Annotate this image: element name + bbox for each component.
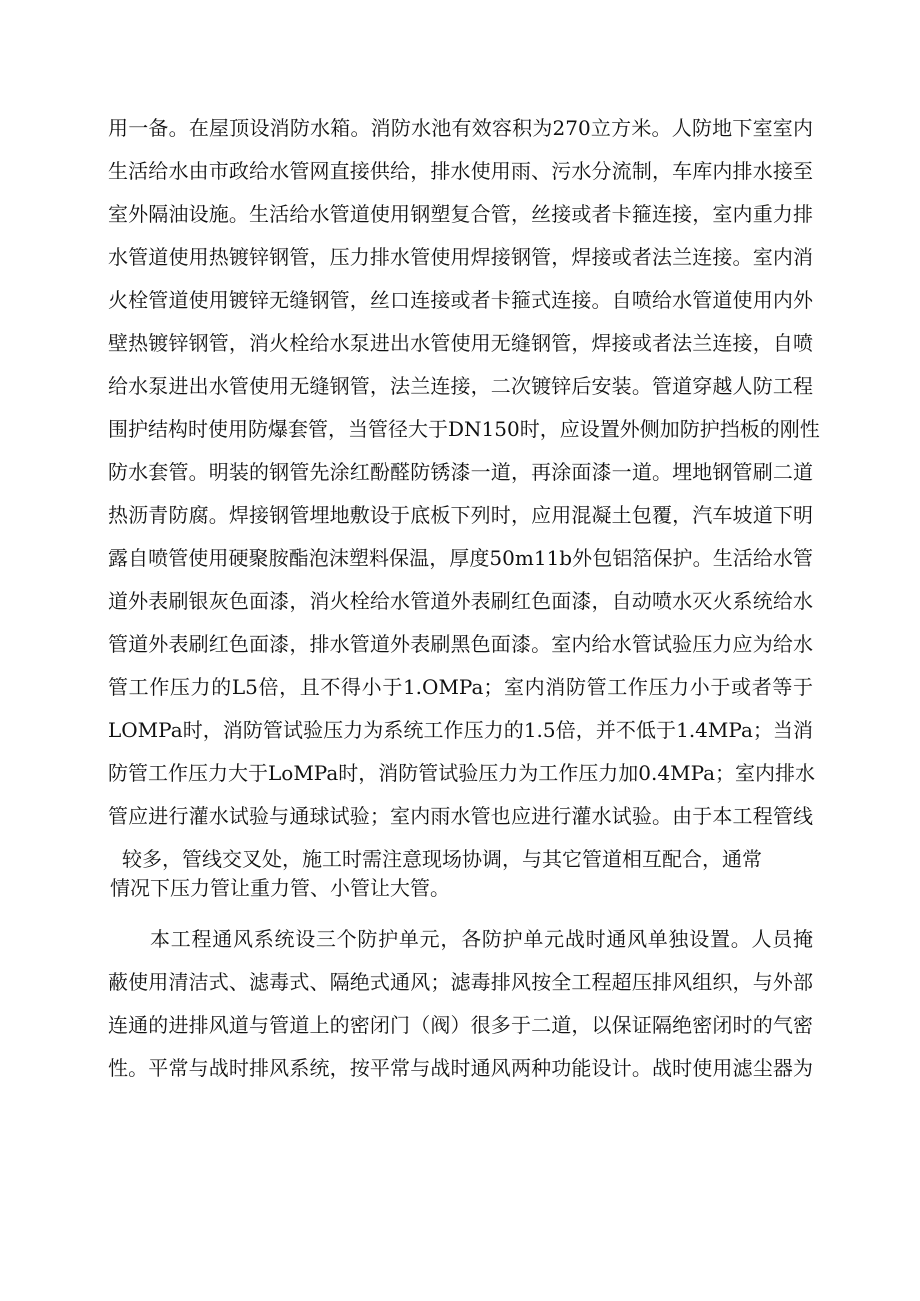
text-line: 防水套管。明装的钢管先涂红酚醛防锈漆一道，再涂面漆一道。埋地钢管刷二道 xyxy=(108,460,813,484)
text-line: LOMPa时，消防管试验压力为系统工作压力的1.5倍，并不低于1.4MPa；当消 xyxy=(108,718,813,742)
text-line: 管道外表刷红色面漆，排水管道外表刷黑色面漆。室内给水管试验压力应为给水 xyxy=(108,632,813,656)
text-line: 室外隔油设施。生活给水管道使用钢塑复合管，丝接或者卡箍连接，室内重力排 xyxy=(108,202,813,226)
text-line: 壁热镀锌钢管，消火栓给水泵进出水管使用无缝钢管，焊接或者法兰连接，自喷 xyxy=(108,331,813,355)
text-line: 热沥青防腐。焊接钢管埋地敷设于底板下列时，应用混凝土包覆，汽车坡道下明 xyxy=(108,503,813,527)
text-line: 连通的进排风道与管道上的密闭门（阀）很多于二道，以保证隔绝密闭时的气密 xyxy=(108,1013,813,1037)
text-line: 性。平常与战时排风系统，按平常与战时通风两种功能设计。战时使用滤尘器为 xyxy=(108,1056,813,1080)
text-line: 道外表刷银灰色面漆，消火栓给水管道外表刷红色面漆，自动喷水灭火系统给水 xyxy=(108,589,813,613)
text-line: 用一备。在屋顶设消防水箱。消防水池有效容积为270立方米。人防地下室室内 xyxy=(108,116,813,140)
text-line: 围护结构时使用防爆套管，当管径大于DN150时，应设置外侧加防护挡板的刚性 xyxy=(108,417,820,441)
text-line: 生活给水由市政给水管网直接供给，排水使用雨、污水分流制，车库内排水接至 xyxy=(108,159,813,183)
text-line: 防管工作压力大于LoMPa时，消防管试验压力为工作压力加0.4MPa；室内排水 xyxy=(108,761,816,785)
text-line: 水管道使用热镀锌钢管，压力排水管使用焊接钢管，焊接或者法兰连接。室内消 xyxy=(108,245,813,269)
text-line: 露自喷管使用硬聚胺酯泡沫塑料保温，厚度50m11b外包铝箔保护。生活给水管 xyxy=(108,546,813,570)
text-line: 本工程通风系统设三个防护单元，各防护单元战时通风单独设置。人员掩 xyxy=(150,927,813,951)
text-line: 给水泵进出水管使用无缝钢管，法兰连接，二次镀锌后安装。管道穿越人防工程 xyxy=(108,374,813,398)
text-line: 管应进行灌水试验与通球试验；室内雨水管也应进行灌水试验。由于本工程管线 xyxy=(108,804,813,828)
text-line: 管工作压力的L5倍，且不得小于1.OMPa；室内消防管工作压力小于或者等于 xyxy=(108,675,813,699)
text-line: 火栓管道使用镀锌无缝钢管，丝口连接或者卡箍式连接。自喷给水管道使用内外 xyxy=(108,288,813,312)
text-line: 情况下压力管让重力管、小管让大管。 xyxy=(110,876,450,900)
text-line: 蔽使用清洁式、滤毒式、隔绝式通风；滤毒排风按全工程超压排风组织，与外部 xyxy=(108,970,813,994)
text-line: 较多，管线交叉处，施工时需注意现场协调，与其它管道相互配合，通常 xyxy=(122,847,762,871)
